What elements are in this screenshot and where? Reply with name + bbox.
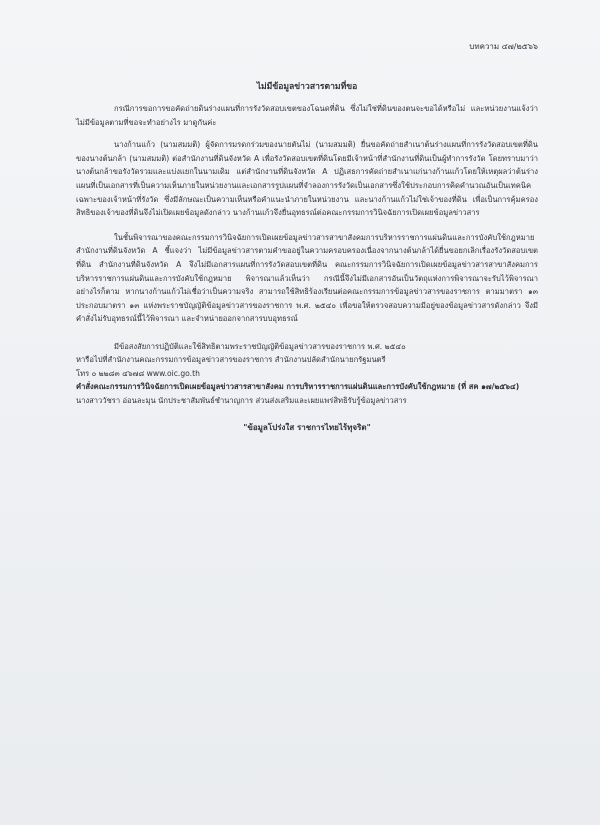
contact-phone-web: โทร ๐ ๒๒๘๓ ๔๖๗๘ www.oic.go.th: [76, 368, 200, 378]
article-title: ไม่มีข้อมูลข่าวสารตามที่ขอ: [256, 82, 358, 92]
article-reference: บทความ ๔๗/๒๕๖๖: [469, 42, 538, 51]
case-paragraph: นางก้านแก้ว (นามสมมติ) ผู้จัดการมรดกร่วมของนายตันไม่ (นามสมมติ) ยื่นขอคัดถ่ายสำเนาต้นร่างแผนที่การรังวัดสอบเขตที่ดินของนางต้นกล้า (นามสมมติ) ต่อสำนักงานที่ดินจังหวัด A เพื่อรังวัดสอบเขตที่ดินโดยมีเจ้าหน้าที่สำนักงานที่ดินเป็นผู้ทำการรังวัด โดยทราบมาว่า นางต้นกล้าขอรังวัดรวมและแบ่งแยกในนามเดิม แต่สำนักงานที่ดินจังหวัด A ปฏิเสธการคัดถ่ายสำเนาแก่นางก้านแก้วโดยให้เหตุผลว่าต้นร่างแผนที่เป็นเอกสารที่เป็นความเห็นภายในหน่วยงานและเอกสารรูปแผนที่จำลองการรังวัดเป็นเอกสารซึ่งใช้ประกอบการคิดคำนวณอันเป็นเทคนิคเฉพาะของเจ้าหน้าที่รังวัด ซึ่งมีลักษณะเป็นความเห็นหรือคำแนะนำภายในหน่วยงาน และนางก้านแก้วไม่ใช่เจ้าของที่ดิน เพื่อเป็นการคุ้มครองสิทธิของเจ้าของที่ดินจึงไม่เปิดเผยข้อมูลดังกล่าว นางก้านแก้วจึงยื่นอุทธรณ์ต่อคณะกรรมการวินิจฉัยการเปิดเผยข้อมูลข่าวสาร: [76, 140, 538, 218]
intro-paragraph: กรณีการขอการขอคัดถ่ายดินร่างแผนที่การรังวัดสอบเขตของโฉนดที่ดิน ซึ่งไม่ใช่ที่ดินของตนจะขอได้หรือไม่ และหน่วยงานแจ้งว่าไม่มีข้อมูลตามที่ขอจะทำอย่างไร มาดูกันค่ะ: [76, 104, 538, 127]
decision-paragraph: ในชั้นพิจารณาของคณะกรรมการวินิจฉัยการเปิดเผยข้อมูลข่าวสารสาขาสังคมการบริหารราชการแผ่นดินและการบังคับใช้กฎหมาย สำนักงานที่ดินจังหวัด A ชี้แจงว่า ไม่มีข้อมูลข่าวสารตามคำขออยู่ในความครอบครองเนื่องจากนางต้นกล้าได้ยื่นขอยกเลิกเรื่องรังวัดสอบเขตที่ดิน สำนักงานที่ดินจังหวัด A จึงไม่มีเอกสารแผนที่การรังวัดสอบเขตที่ดิน คณะกรรมการวินิจฉัยการเปิดเผยข้อมูลข่าวสารสาขาสังคมการบริหารราชการแผ่นดินและการบังคับใช้กฎหมาย พิจารณาแล้วเห็นว่า กรณีนี้จึงไม่มีเอกสารอันเป็นวัตถุแห่งการพิจารณาจะรับไว้พิจารณา อย่างไรก็ตาม หากนางก้านแก้วไม่เชื่อว่าเป็นความจริง สามารถใช้สิทธิร้องเรียนต่อคณะกรรมการข้อมูลข่าวสารของราชการ ตามมาตรา ๑๓ ประกอบมาตรา ๑๓ แห่งพระราชบัญญัติข้อมูลข่าวสารของราชการ พ.ศ. ๒๕๔๐ เพื่อขอให้ตรวจสอบความมีอยู่ของข้อมูลข่าวสารดังกล่าว จึงมีคำสั่งไม่รับอุทธรณ์นี้ไว้พิจารณา และจำหน่ายออกจากสารบบอุทธรณ์: [76, 232, 538, 324]
contact-line: หารือไปที่สำนักงานคณะกรรมการข้อมูลข่าวสารของราชการ สำนักงานปลัดสำนักนายกรัฐมนตรี: [76, 355, 386, 365]
author-line: นางสาววัชรา อ่อนละมุน นักประชาสัมพันธ์ชำนาญการ ส่วนส่งเสริมและเผยแพร่สิทธิรับรู้ข้อมูลข่าวสาร: [76, 395, 407, 405]
order-title: คำสั่งคณะกรรมการวินิจฉัยการเปิดเผยข้อมูลข่าวสารสาขาสังคม การบริหารราชการแผ่นดินและการบังคับใช้กฎหมาย (ที่ สค ๑๗/๒๕๖๔): [76, 382, 520, 392]
contact-line: มีข้อสงสัยการปฏิบัติและใช้สิทธิตามพระราชบัญญัติข้อมูลข่าวสารของราชการ พ.ศ. ๒๕๔๐: [114, 341, 406, 351]
contact-block: [76, 340, 538, 380]
slogan: "ข้อมูลโปร่งใส ราชการไทยไร้ทุจริต": [243, 422, 371, 432]
